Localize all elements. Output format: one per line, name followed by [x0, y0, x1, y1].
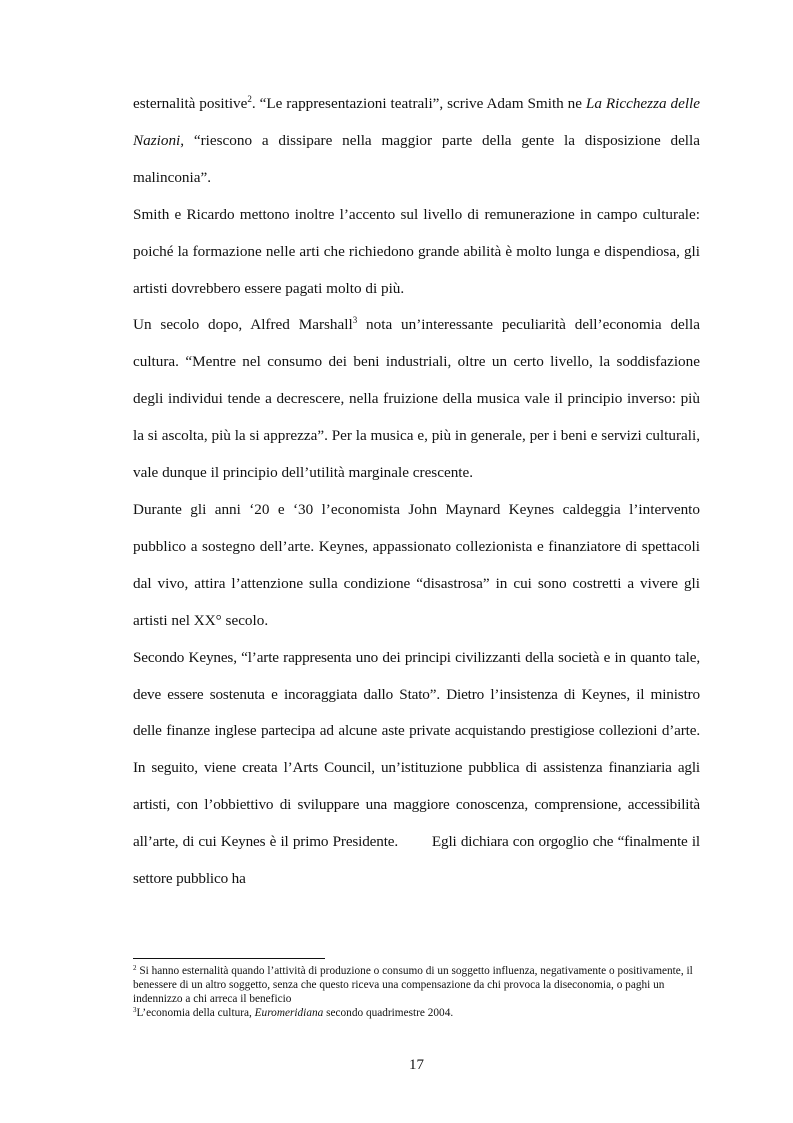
paragraph: Durante gli anni ‘20 e ‘30 l’economista John Maynard Keynes caldeggia l’intervento pubblico a sostegno dell’arte. Keynes, appassionato collezionista e finanziatore di spettacoli dal vivo, attira l’attenzione sulla condizione “disastrosa” in cui sono costretti a vivere gli artisti nel XX° secolo. [133, 500, 700, 629]
book-title: La Ricchezza delle Nazioni [133, 95, 700, 149]
paragraph: Un secolo dopo, Alfred Marshall$^3$ nota un’interessante peculiarità dell’economia della cultura. “Mentre nel consumo dei beni industriali, oltre un certo livello, la soddisfazione degli individui tende a decrescere, nella fruizione della musica vale il principio inverso: più la si ascolta, più la si apprezza”. Per la musica e, più in generale, per i beni e servizi culturali, vale dunque il principio dell’utilità marginale crescente. [133, 315, 700, 482]
footnotes [133, 964, 713, 1020]
footnote-ref: 3 [352, 315, 358, 326]
paragraph: esternalità positive$^2$. “Le rappresentazioni teatrali”, scrive Adam Smith ne La Ricchezza delle Nazioni, “riescono a dissipare nella maggior parte della gente la disposizione della malinconia”. [133, 94, 700, 186]
paragraph: Smith e Ricardo mettono inoltre l’accento sul livello di remunerazione in campo culturale: poiché la formazione nelle arti che richiedono grande abilità è molto lunga e dispendiosa, gli artisti dovrebbero essere pagati molto di più. [133, 205, 700, 297]
body-text [133, 86, 704, 898]
page-number: 17 [409, 1057, 424, 1073]
paragraph: Secondo Keynes, “l’arte rappresenta uno dei principi civilizzanti della società e in quanto tale, deve essere sostenuta e incoraggiata dallo Stato”. Dietro l’insistenza di Keynes, il ministro delle finanze inglese partecipa ad alcune aste private acquistando prestigiose collezioni d’arte. In seguito, viene creata l’Arts Council, un’istituzione pubblica di assistenza finanziaria agli artisti, con l’obbiettivo di sviluppare una maggiore conoscenza, comprensione, accessibilità all’arte, di cui Keynes è il primo Presidente. Egli dichiara con orgoglio che “finalmente il settore pubblico ha [133, 648, 704, 888]
footnote: $^2$ Si hanno esternalità quando l’attività di produzione o consumo di un soggetto influenza, negativamente o positivamente, il benessere di un altro soggetto, senza che questo riceva una compensazione da chi provoca la diseconomia, o paghi un indennizzo a chi arreca il beneficio [133, 964, 693, 1005]
footnote-separator [133, 958, 325, 959]
footnote-ref: 2 [247, 94, 252, 104]
footnote: $^3$L’economia della cultura, Euromeridiana secondo quadrimestre 2004. [133, 1006, 454, 1019]
